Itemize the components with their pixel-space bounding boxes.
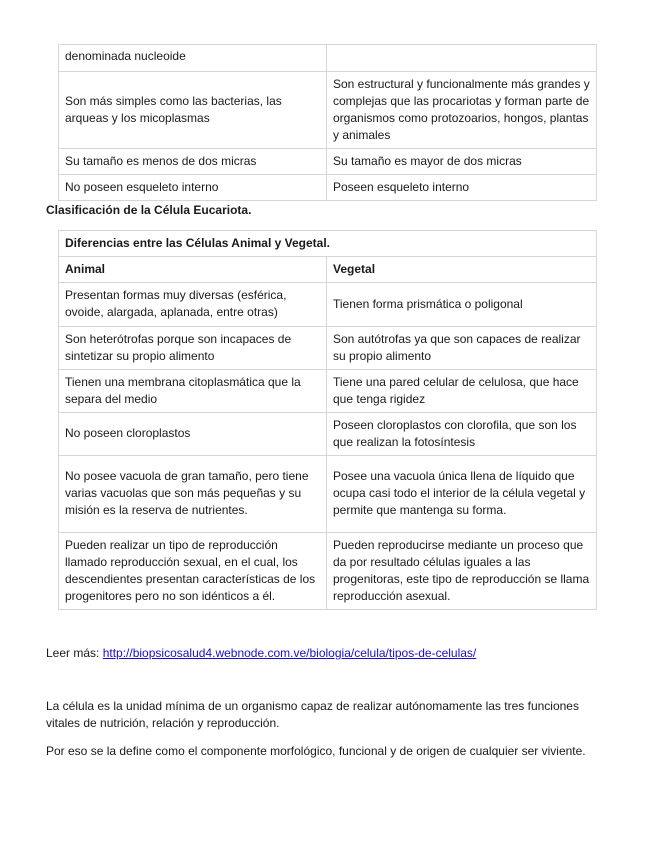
table-row [59,533,597,610]
table-row [59,45,597,72]
table-cell: Tiene una pared celular de celulosa, que hace que tenga rigidez [327,370,597,413]
table-title: Diferencias entre las Células Animal y Vegetal. [59,231,597,257]
read-more-link[interactable]: http://biopsicosalud4.webnode.com.ve/biologia/celula/tipos-de-celulas/ [102,646,477,660]
table-row [59,149,597,175]
read-more-label: Leer más: [46,646,103,660]
table-cell: Tienen una membrana citoplasmática que la separa del medio [59,370,327,413]
read-more-line [46,645,606,662]
table-cell: No poseen cloroplastos [59,413,327,456]
prokaryote-eukaryote-table [58,44,597,201]
table-cell: Son más simples como las bacterias, las arqueas y los micoplasmas [59,72,327,149]
table-cell: Son autótrofas ya que son capaces de realizar su propio alimento [327,327,597,370]
column-header-animal: Animal [59,257,327,283]
table-row [59,456,597,533]
section-title: Clasificación de la Célula Eucariota. [46,203,252,217]
table-cell: Son heterótrofas porque son incapaces de sintetizar su propio alimento [59,327,327,370]
table-row [59,327,597,370]
table-cell: Poseen esqueleto interno [327,175,597,201]
table-cell: Posee una vacuola única llena de líquido que ocupa casi todo el interior de la célula vegetal y permite que mantenga su forma. [327,456,597,533]
table-row [59,283,597,327]
table-row [59,413,597,456]
animal-plant-cell-table [58,230,597,610]
table-cell: No posee vacuola de gran tamaño, pero tiene varias vacuolas que son más pequeñas y su misión es la reserva de nutrientes. [59,456,327,533]
table-cell: Su tamaño es mayor de dos micras [327,149,597,175]
table-cell: Su tamaño es menos de dos micras [59,149,327,175]
table-row [59,72,597,149]
table-cell: denominada nucleoide [59,45,327,72]
table-cell: Pueden realizar un tipo de reproducción llamado reproducción sexual, en el cual, los descendientes presentan características de los progenitores pero no son idénticos a él. [59,533,327,610]
table-title-row [59,231,597,257]
paragraph: La célula es la unidad mínima de un organismo capaz de realizar autónomamente las tres funciones vitales de nutrición, relación y reproducción. [46,699,579,730]
table-cell [327,45,597,72]
paragraph: Por eso se la define como el componente morfológico, funcional y de origen de cualquier ser viviente. [46,744,586,758]
column-header-vegetal: Vegetal [327,257,597,283]
table-cell: No poseen esqueleto interno [59,175,327,201]
table-cell: Poseen cloroplastos con clorofila, que son los que realizan la fotosíntesis [327,413,597,456]
table-row [59,175,597,201]
table-cell: Presentan formas muy diversas (esférica, ovoide, alargada, aplanada, entre otras) [59,283,327,327]
table-header-row [59,257,597,283]
table-cell: Pueden reproducirse mediante un proceso que da por resultado células iguales a las progenitoras, este tipo de reproducción se llama reproducción asexual. [327,533,597,610]
table-cell: Tienen forma prismática o poligonal [327,283,597,327]
table-row [59,370,597,413]
table-cell: Son estructural y funcionalmente más grandes y complejas que las procariotas y forman parte de organismos como protozoarios, hongos, plantas y animales [327,72,597,149]
